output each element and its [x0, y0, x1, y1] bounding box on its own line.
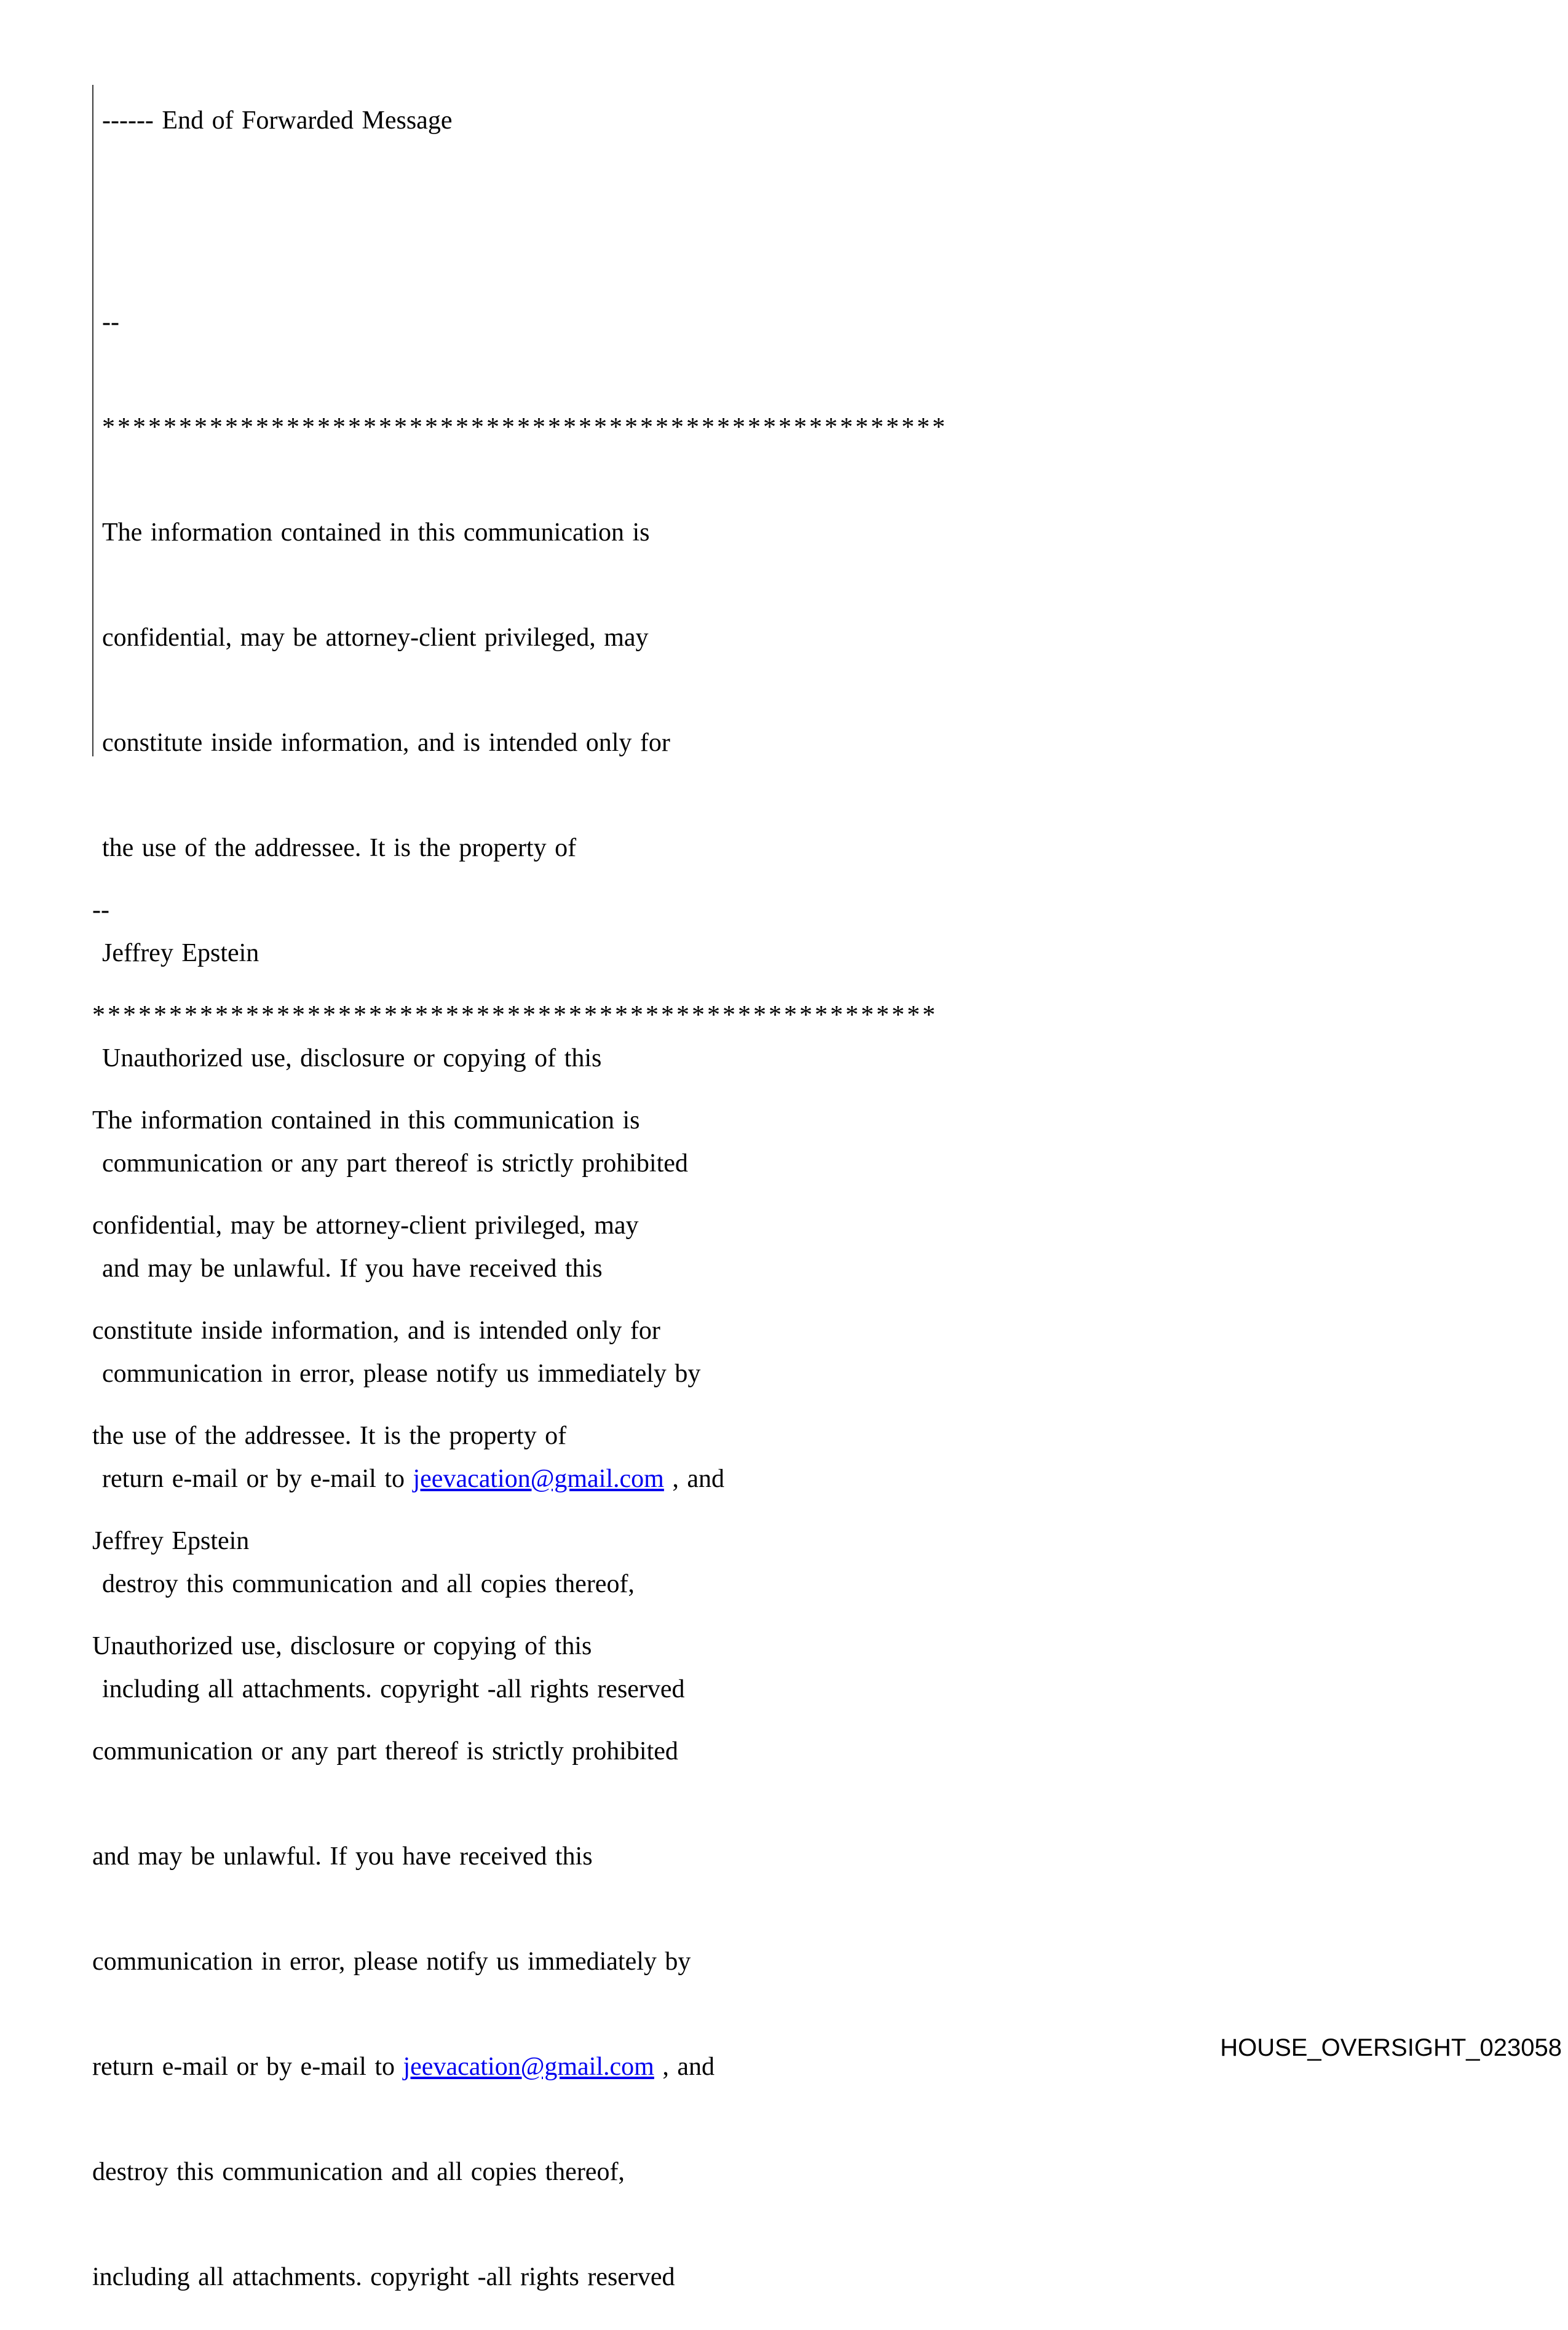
disclaimer-line-text: , and — [654, 2053, 715, 2081]
signature-separator: -- — [102, 308, 119, 336]
disclaimer-line: Unauthorized use, disclosure or copying of this — [92, 1632, 592, 1660]
disclaimer-line: The information contained in this communication is — [92, 1106, 640, 1135]
disclaimer-line: and may be unlawful. If you have received this — [92, 1842, 593, 1871]
confidentiality-disclaimer-2 — [92, 823, 938, 2330]
disclaimer-line: constitute inside information, and is intended only for — [102, 729, 670, 757]
disclaimer-line: the use of the addressee. It is the property of — [102, 834, 577, 862]
disclaimer-line: Jeffrey Epstein — [92, 1527, 250, 1555]
disclaimer-line: confidential, may be attorney-client privileged, may — [102, 624, 649, 652]
disclaimer-line-text: return e-mail or by e-mail to — [92, 2053, 403, 2081]
disclaimer-line: constitute inside information, and is intended only for — [92, 1317, 660, 1345]
disclaimer-line: communication in error, please notify us immediately by — [92, 1948, 691, 1976]
disclaimer-line: including all attachments. copyright -all rights reserved — [102, 1675, 685, 1703]
disclaimer-line-text: , and — [663, 1465, 725, 1493]
asterisk-divider: ******************************************************* — [102, 413, 948, 442]
disclaimer-line: Unauthorized use, disclosure or copying of this — [102, 1044, 602, 1072]
disclaimer-line: The information contained in this communication is — [102, 518, 650, 547]
disclaimer-line: including all attachments. copyright -all rights reserved — [92, 2263, 675, 2291]
disclaimer-line: the use of the addressee. It is the property of — [92, 1422, 567, 1450]
email-link[interactable]: jeevacation@gmail.com — [403, 2053, 654, 2081]
email-link[interactable]: jeevacation@gmail.com — [413, 1465, 664, 1493]
quote-bar — [92, 85, 93, 756]
disclaimer-line: communication in error, please notify us immediately by — [102, 1360, 701, 1388]
disclaimer-link-line — [92, 2050, 938, 2085]
disclaimer-line: confidential, may be attorney-client privileged, may — [92, 1211, 639, 1240]
disclaimer-line: destroy this communication and all copies thereof, — [92, 2158, 625, 2186]
asterisk-divider: ******************************************************* — [92, 1001, 938, 1029]
disclaimer-line: destroy this communication and all copies thereof, — [102, 1570, 635, 1598]
signature-separator: -- — [92, 896, 109, 924]
bates-number: HOUSE_OVERSIGHT_023058 — [1220, 2034, 1562, 2061]
disclaimer-line: Jeffrey Epstein — [102, 939, 259, 967]
end-of-forwarded-message: ------ End of Forwarded Message — [102, 106, 453, 135]
disclaimer-line: communication or any part thereof is strictly prohibited — [92, 1737, 678, 1765]
disclaimer-line: communication or any part thereof is strictly prohibited — [102, 1149, 688, 1178]
disclaimer-line: and may be unlawful. If you have received this — [102, 1254, 603, 1283]
disclaimer-line-text: return e-mail or by e-mail to — [102, 1465, 413, 1493]
